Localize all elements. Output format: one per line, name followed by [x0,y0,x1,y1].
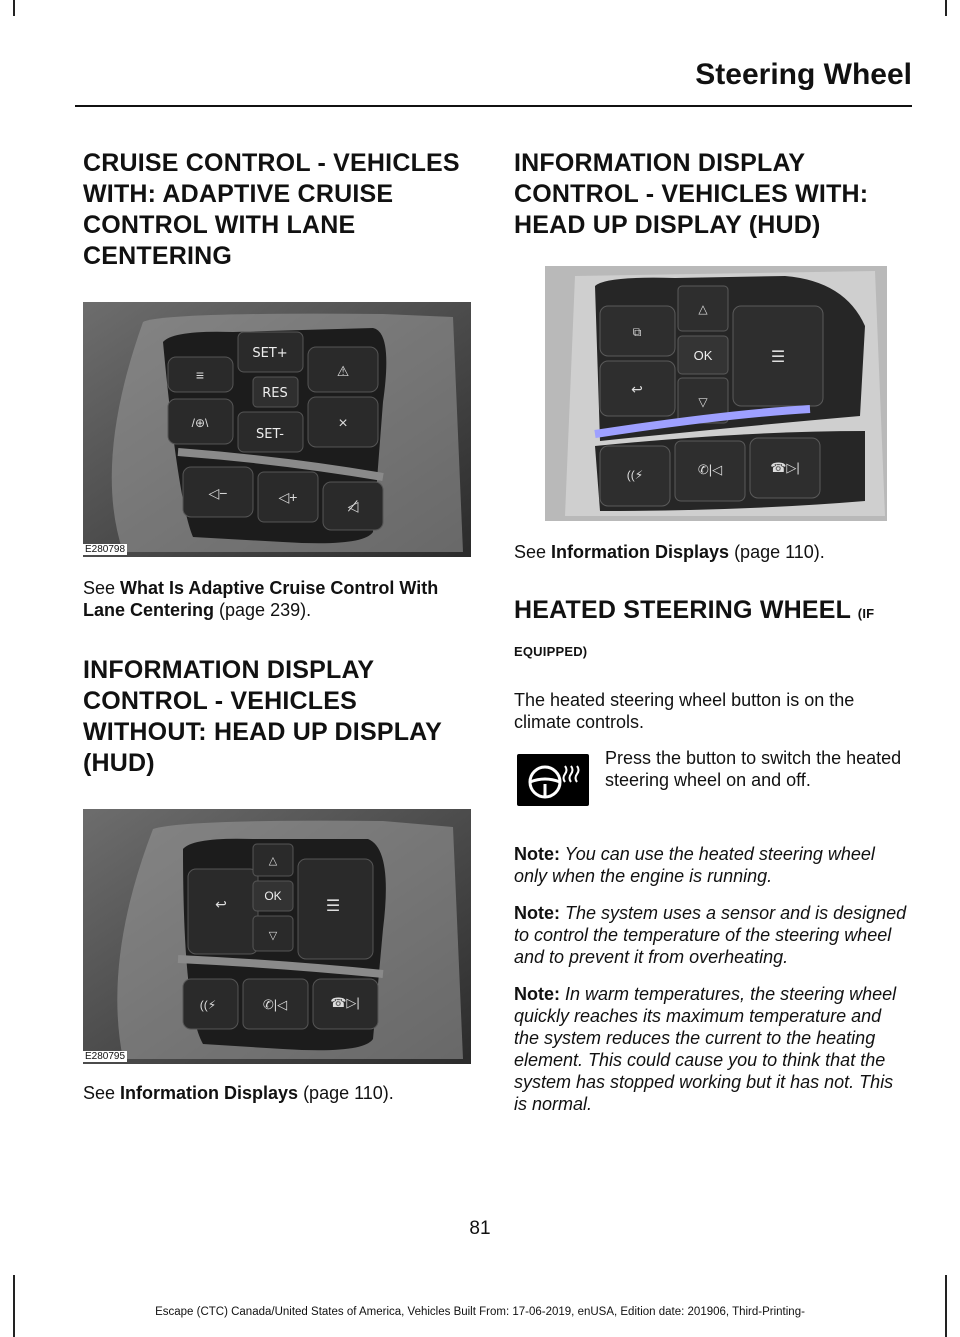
arrow-down-icon: ▽ [268,930,278,942]
note-text: You can use the heated steering wheel only when the engine is running. [514,844,875,886]
heading-line: (HUD) [83,749,155,777]
phone-end-next-icon: ☎▷| [330,995,360,1010]
heading-line: CRUISE CONTROL - VEHICLES [83,149,460,177]
see-prefix: See [83,1083,121,1103]
heated-steering-intro: The heated steering wheel button is on the climate controls. [514,690,855,732]
heading-line: CONTROL - VEHICLES [83,687,357,715]
hud-info-display-switch-image [545,266,887,521]
see-reference-info-display [83,1082,478,1104]
cancel-icon: × [338,415,348,432]
heated-steering-wheel-icon [517,754,589,806]
see-reference-info-display-hud [514,541,909,563]
heading-line: INFORMATION DISPLAY [83,656,375,684]
info-display-switch-image [83,809,471,1064]
voice-icon: ((⚡ [626,468,644,482]
res-label: RES [262,386,288,401]
crop-mark-top-right [945,0,947,16]
reference-link-info-display-hud[interactable]: Information Displays [551,542,730,562]
lane-centering-icon: ⚠ [336,363,350,379]
back-icon: ↩ [215,896,227,912]
note-1 [514,843,909,887]
mute-icon: ◁̸ [347,498,359,514]
note-label: Note: [514,844,560,864]
note-text: In warm temperatures, the steering wheel quickly reaches its maximum temperature and the system reduces the current to the heating element. This could cause you to think that the system has stopped working but it has not. This is normal. [514,984,897,1114]
section-heading-info-display-without-hud [83,655,478,779]
see-prefix: See [83,578,121,598]
figure-code: E280795 [85,1051,126,1062]
see-prefix: See [514,542,552,562]
section-heading-heated-steering-wheel [514,593,909,669]
volume-up-icon: ◁+ [278,489,298,505]
reference-link-acc[interactable]: What Is Adaptive Cruise Control With Lane Centering [83,578,439,620]
arrow-up-icon: △ [268,855,278,867]
note-text: The system uses a sensor and is designed to control the temperature of the steering wheel and to prevent it from overheating. [514,903,907,967]
set-plus-label: SET+ [252,346,288,361]
right-column [514,148,909,1115]
note-3 [514,983,909,1115]
page-header-title: Steering Wheel [695,58,912,91]
heading-line: CONTROL - VEHICLES WITH: [514,180,869,208]
volume-down-icon: ◁− [208,485,228,501]
page-number: 81 [469,1218,491,1239]
heading-line: INFORMATION DISPLAY [514,149,806,177]
note-label: Note: [514,984,560,1004]
section-heading-cruise-control [83,148,478,272]
heading-line: WITHOUT: HEAD UP DISPLAY [83,718,442,746]
figure-code: E280798 [85,544,126,555]
page-ref: (page 110). [298,1083,394,1103]
arrow-up-icon: △ [698,302,708,316]
voice-icon: ((⚡ [199,998,217,1012]
heading-line: CENTERING [83,242,233,270]
cruise-control-switch-image [83,302,471,557]
heading-line: CONTROL WITH LANE [83,211,356,239]
ok-label: OK [693,348,713,363]
footer-edition-text: Escape (CTC) Canada/United States of America, Vehicles Built From: 17-06-2019, enUSA, Edition date: 201906, Third-Printing- [155,1306,805,1318]
cruise-on-off-icon: /⊕\ [191,416,209,430]
page-ref: (page 239). [214,600,312,620]
heading-suffix: EQUIPPED) [514,644,588,659]
menu-icon: ☰ [770,349,786,366]
menu-icon: ☰ [325,898,341,915]
reference-link-info-display[interactable]: Information Displays [120,1083,299,1103]
note-label: Note: [514,903,560,923]
section-heading-info-display-with-hud [514,148,909,241]
crop-mark-top-left [13,0,15,16]
hud-icon: ⧉ [632,325,642,339]
heading-line: HEAD UP DISPLAY (HUD) [514,211,821,239]
see-reference-acc [83,577,478,621]
ok-label: OK [264,889,282,903]
left-column [83,148,478,1104]
heated-steering-icon-row [514,747,909,829]
adaptive-cruise-icon: ≡ [195,367,205,383]
arrow-down-icon: ▽ [698,395,708,409]
heading-line: WITH: ADAPTIVE CRUISE [83,180,394,208]
set-minus-label: SET- [256,427,284,442]
heading-suffix: (IF [857,606,875,621]
phone-previous-icon: ✆|◁ [697,462,723,477]
note-2 [514,902,909,968]
phone-previous-icon: ✆|◁ [262,997,288,1012]
page-ref: (page 110). [729,542,825,562]
back-icon: ↩ [631,381,643,397]
heading-text: HEATED STEERING WHEEL [514,596,851,624]
header-rule [75,105,912,107]
heated-steering-icon-text: Press the button to switch the heated steering wheel on and off. [605,748,902,790]
phone-end-next-icon: ☎▷| [770,460,800,475]
